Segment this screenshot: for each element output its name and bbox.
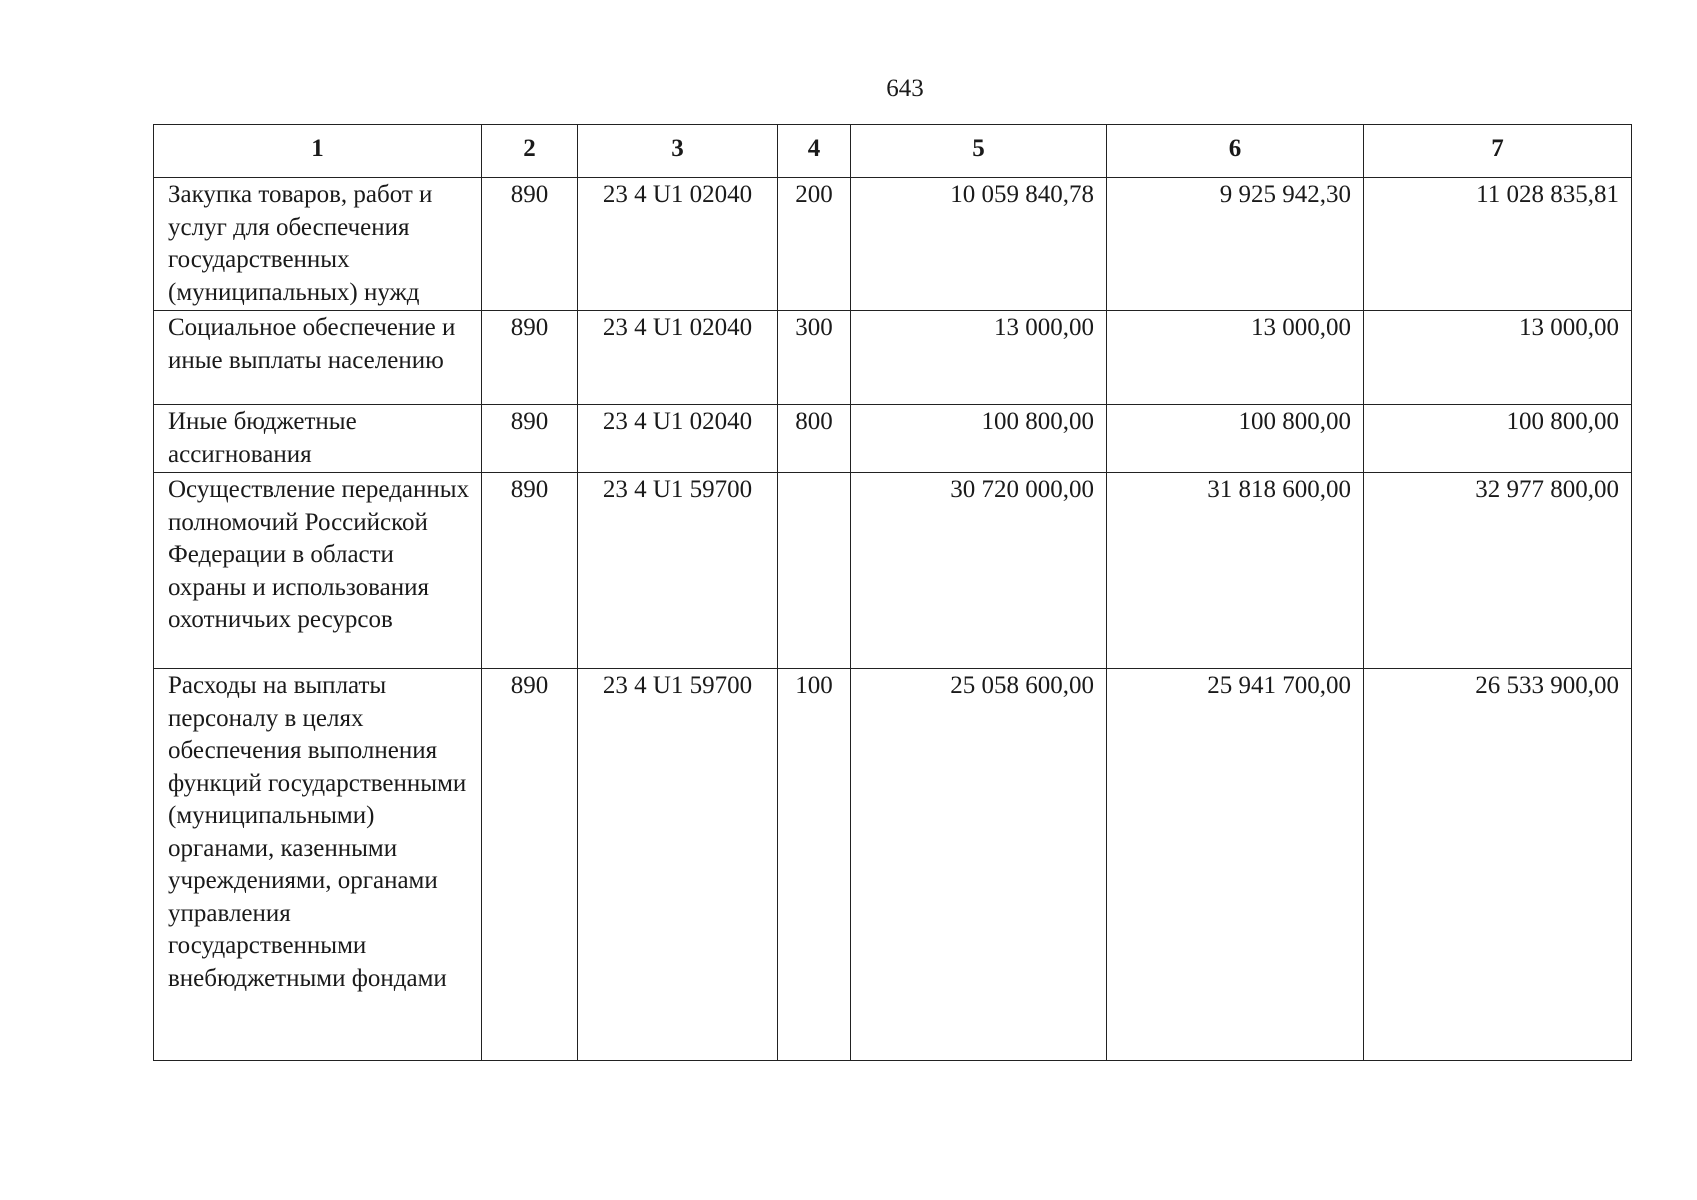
- row-col2: 890: [482, 178, 578, 311]
- row-col6: 25 941 700,00: [1107, 669, 1364, 1061]
- row-name: Осуществление переданных полномочий Российской Федерации в области охраны и использования охотничьих ресурсов: [154, 473, 482, 669]
- header-cell-5: 5: [851, 125, 1107, 178]
- table-row: [154, 669, 1632, 1061]
- header-cell-1: 1: [154, 125, 482, 178]
- page-number-text: 643: [886, 75, 924, 102]
- budget-table: [153, 124, 1632, 1061]
- header-cell-3: 3: [578, 125, 778, 178]
- row-col7: 13 000,00: [1364, 311, 1632, 405]
- row-name: Социальное обеспечение и иные выплаты населению: [154, 311, 482, 405]
- header-cell-4: 4: [778, 125, 851, 178]
- table-row: [154, 473, 1632, 669]
- row-col4: 200: [778, 178, 851, 311]
- row-col3: 23 4 U1 02040: [578, 311, 778, 405]
- row-col7: 100 800,00: [1364, 405, 1632, 473]
- row-col2: 890: [482, 669, 578, 1061]
- row-col2: 890: [482, 473, 578, 669]
- row-col2: 890: [482, 311, 578, 405]
- row-col5: 25 058 600,00: [851, 669, 1107, 1061]
- table-row: [154, 405, 1632, 473]
- row-col7: 32 977 800,00: [1364, 473, 1632, 669]
- row-col6: 31 818 600,00: [1107, 473, 1364, 669]
- header-row: [154, 125, 1632, 178]
- row-col3: 23 4 U1 59700: [578, 669, 778, 1061]
- row-col4: 300: [778, 311, 851, 405]
- header-cell-6: 6: [1107, 125, 1364, 178]
- row-col5: 100 800,00: [851, 405, 1107, 473]
- row-col7: 26 533 900,00: [1364, 669, 1632, 1061]
- row-name: Иные бюджетные ассигнования: [154, 405, 482, 473]
- row-col5: 10 059 840,78: [851, 178, 1107, 311]
- header-cell-2: 2: [482, 125, 578, 178]
- page-number: [0, 74, 1697, 104]
- row-col3: 23 4 U1 59700: [578, 473, 778, 669]
- row-name: Расходы на выплаты персоналу в целях обеспечения выполнения функций государственными (муниципальными) органами, казенными учреждениями, органами управления государственными внебюджетными фондами: [154, 669, 482, 1061]
- row-col5: 30 720 000,00: [851, 473, 1107, 669]
- row-col6: 100 800,00: [1107, 405, 1364, 473]
- header-cell-7: 7: [1364, 125, 1632, 178]
- row-col2: 890: [482, 405, 578, 473]
- row-col6: 13 000,00: [1107, 311, 1364, 405]
- row-col4: 100: [778, 669, 851, 1061]
- row-col6: 9 925 942,30: [1107, 178, 1364, 311]
- row-col7: 11 028 835,81: [1364, 178, 1632, 311]
- row-col3: 23 4 U1 02040: [578, 405, 778, 473]
- row-col4: [778, 473, 851, 669]
- table-row: [154, 178, 1632, 311]
- table-row: [154, 311, 1632, 405]
- row-col5: 13 000,00: [851, 311, 1107, 405]
- row-name: Закупка товаров, работ и услуг для обеспечения государственных (муниципальных) нужд: [154, 178, 482, 311]
- row-col3: 23 4 U1 02040: [578, 178, 778, 311]
- row-col4: 800: [778, 405, 851, 473]
